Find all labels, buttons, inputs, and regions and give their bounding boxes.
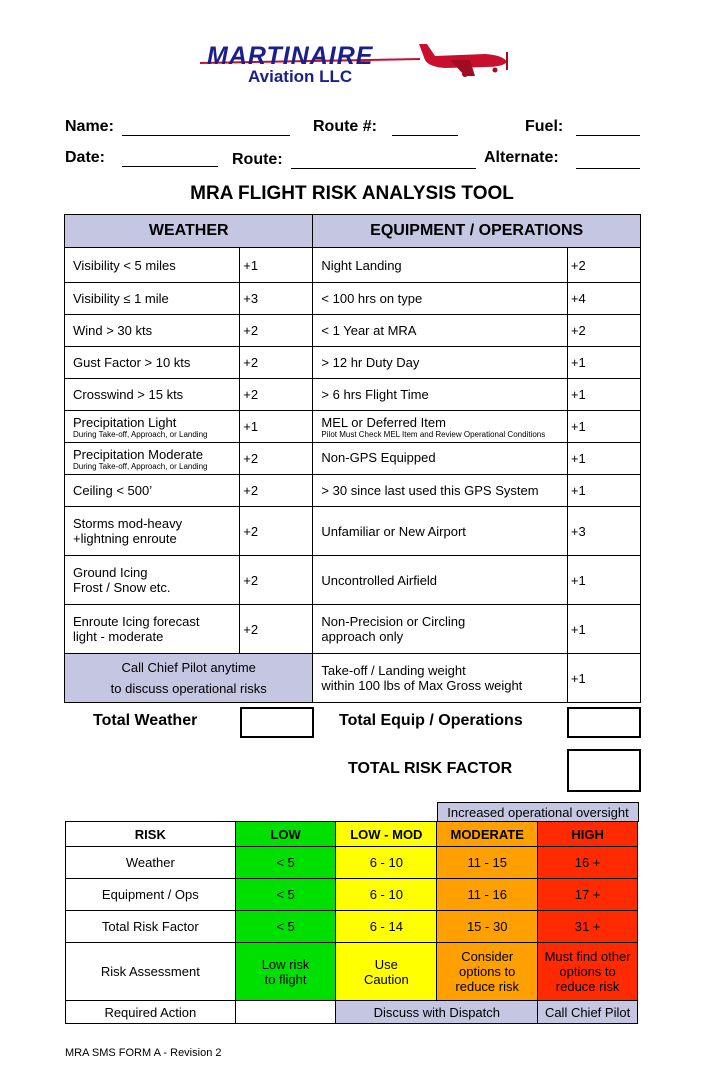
low-mod-cell: 6 - 10 [336,847,437,879]
equipment-item: Night Landing [313,248,567,283]
table-row [65,475,641,507]
equipment-item-line2: within 100 lbs of Max Gross weight [321,678,523,693]
table-row [65,379,641,411]
weather-item-line2: Frost / Snow etc. [73,580,171,595]
weather-item: Crosswind > 15 kts [65,379,240,411]
call-chief-pilot-note [65,654,313,703]
risk-items-table [64,214,641,703]
route-field[interactable] [291,167,476,169]
equipment-item: < 100 hrs on type [313,283,567,315]
equipment-item: < 1 Year at MRA [313,315,567,347]
weather-points[interactable]: +2 [240,475,313,507]
equipment-item [313,411,567,443]
table-row [65,443,641,475]
table-row [66,911,638,943]
weather-item-line1: Ground Icing [73,565,148,580]
weather-item-line1: Enroute Icing forecast [73,614,200,629]
equipment-points[interactable]: +1 [567,475,640,507]
equipment-points[interactable]: +3 [567,507,640,556]
equipment-points[interactable]: +1 [567,654,640,703]
weather-points[interactable]: +2 [240,347,313,379]
weather-points[interactable]: +2 [240,443,313,475]
high-header: HIGH [538,822,638,847]
moderate-line2: options to [459,964,516,979]
low-cell [235,943,336,1001]
high-cell: 31 + [538,911,638,943]
high-cell: 17 + [538,879,638,911]
equipment-points[interactable]: +1 [567,347,640,379]
weather-item-line2: +lightning enroute [73,531,177,546]
airplane-icon [415,40,510,80]
moderate-cell: 11 - 16 [437,879,538,911]
low-cell: < 5 [235,879,336,911]
high-line2: options to [559,964,616,979]
name-field[interactable] [122,134,290,136]
low-mod-cell: 6 - 14 [336,911,437,943]
equipment-points[interactable]: +1 [567,556,640,605]
moderate-cell: 11 - 15 [437,847,538,879]
table-row [65,248,641,283]
call-chief-pilot-cell: Call Chief Pilot [538,1001,638,1024]
risk-row-label: Weather [66,847,236,879]
moderate-cell [437,943,538,1001]
total-weather-label: Total Weather [93,712,198,729]
low-line2: to flight [264,971,307,987]
equipment-item-line1: Take-off / Landing weight [321,663,466,678]
weather-points[interactable]: +2 [240,379,313,411]
high-cell [538,943,638,1001]
low-mod-line1: Use [374,956,398,972]
weather-item-note: During Take-off, Approach, or Landing [73,461,208,471]
risk-row-label: Required Action [66,1001,236,1024]
table-row [65,654,641,703]
low-mod-line2: Caution [363,971,409,987]
table-row [65,347,641,379]
fuel-label: Fuel: [525,118,564,135]
weather-item-line1: Storms mod-heavy [73,516,183,531]
equipment-points[interactable]: +2 [567,315,640,347]
low-mod-cell: 6 - 10 [336,879,437,911]
weather-item: Visibility < 5 miles [65,248,240,283]
high-cell: 16 + [538,847,638,879]
equipment-item [313,605,567,654]
table-row [66,847,638,879]
low-header: LOW [235,822,336,847]
table-row [65,507,641,556]
route-number-field[interactable] [392,134,458,136]
equipment-item-line2: approach only [321,629,404,644]
table-row [66,1001,638,1024]
equipment-points[interactable]: +4 [567,283,640,315]
equipment-item: Unfamiliar or New Airport [313,507,567,556]
oversight-note: Increased operational oversight [437,802,639,822]
total-weather-box[interactable] [240,707,314,738]
route-number-label: Route #: [313,118,377,135]
moderate-line3: reduce risk [455,979,519,994]
table-row [65,283,641,315]
weather-points[interactable]: +2 [240,605,313,654]
risk-row-label: Equipment / Ops [66,879,236,911]
low-mod-cell [336,943,437,1001]
total-equipment-box[interactable] [567,707,641,738]
table-row [65,556,641,605]
weather-item: Ceiling < 500’ [65,475,240,507]
weather-points[interactable]: +2 [240,315,313,347]
low-cell: < 5 [235,911,336,943]
moderate-cell: 15 - 30 [437,911,538,943]
weather-item [65,443,240,475]
total-equipment-label: Total Equip / Operations [339,712,523,729]
weather-item: Wind > 30 kts [65,315,240,347]
equipment-item: Uncontrolled Airfield [313,556,567,605]
weather-points[interactable]: +2 [240,507,313,556]
equipment-points[interactable]: +1 [567,379,640,411]
risk-row-label: Risk Assessment [66,943,236,1001]
moderate-header: MODERATE [437,822,538,847]
equipment-points[interactable]: +1 [567,411,640,443]
risk-header-row [66,822,638,847]
alternate-field[interactable] [576,167,640,169]
equipment-header: EQUIPMENT / OPERATIONS [313,215,641,248]
high-line1: Must find other [544,949,631,964]
high-line3: reduce risk [555,979,620,994]
alternate-label: Alternate: [484,149,559,166]
date-label: Date: [65,149,106,166]
weather-item-label: Precipitation Light [73,414,177,430]
weather-points[interactable]: +1 [240,411,313,443]
risk-header: RISK [66,822,236,847]
equipment-item-line1: Non-Precision or Circling [321,614,466,629]
equipment-points[interactable]: +2 [567,248,640,283]
table-row [66,943,638,1001]
equipment-item-note: Pilot Must Check MEL Item and Review Operational Conditions [321,429,546,439]
equipment-item: Non-GPS Equipped [313,443,567,475]
table-row [66,879,638,911]
total-risk-factor-label: TOTAL RISK FACTOR [348,760,513,777]
name-label: Name: [65,118,114,135]
equipment-item: > 30 since last used this GPS System [313,475,567,507]
table-row [65,411,641,443]
risk-row-label: Total Risk Factor [66,911,236,943]
moderate-line1: Consider [461,949,514,964]
weather-item: Gust Factor > 10 kts [65,347,240,379]
empty-cell [235,1001,336,1024]
logo-wordmark: MARTINAIRE [207,42,374,70]
date-field[interactable] [122,165,218,167]
route-label: Route: [232,151,283,168]
form-footer: MRA SMS FORM A - Revision 2 [65,1047,222,1059]
form-title: MRA FLIGHT RISK ANALYSIS TOOL [190,183,514,204]
logo-subtitle: Aviation LLC [248,67,353,86]
equipment-item: > 12 hr Duty Day [313,347,567,379]
risk-matrix-table [65,821,638,1024]
weather-item: Visibility ≤ 1 mile [65,283,240,315]
discuss-with-dispatch-cell: Discuss with Dispatch [336,1001,538,1024]
low-mod-header: LOW - MOD [336,822,437,847]
low-cell: < 5 [235,847,336,879]
call-note-line1: Call Chief Pilot anytime [121,660,256,675]
equipment-item-label: MEL or Deferred Item [321,414,446,430]
call-note-line2: to discuss operational risks [110,681,267,696]
weather-header: WEATHER [65,215,313,248]
equipment-points[interactable]: +1 [567,605,640,654]
weather-item-note: During Take-off, Approach, or Landing [73,429,208,439]
equipment-item [313,654,567,703]
weather-item [65,507,240,556]
weather-item-line2: light - moderate [73,629,164,644]
total-risk-factor-box[interactable] [567,749,641,792]
weather-item-label: Precipitation Moderate [73,446,204,462]
equipment-item: > 6 hrs Flight Time [313,379,567,411]
equipment-points[interactable]: +1 [567,443,640,475]
weather-points[interactable]: +1 [240,248,313,283]
table-row [65,315,641,347]
weather-item [65,605,240,654]
low-line1: Low risk [261,956,310,972]
weather-points[interactable]: +3 [240,283,313,315]
weather-item [65,411,240,443]
fuel-field[interactable] [576,134,640,136]
table-row [65,605,641,654]
weather-item [65,556,240,605]
weather-points[interactable]: +2 [240,556,313,605]
